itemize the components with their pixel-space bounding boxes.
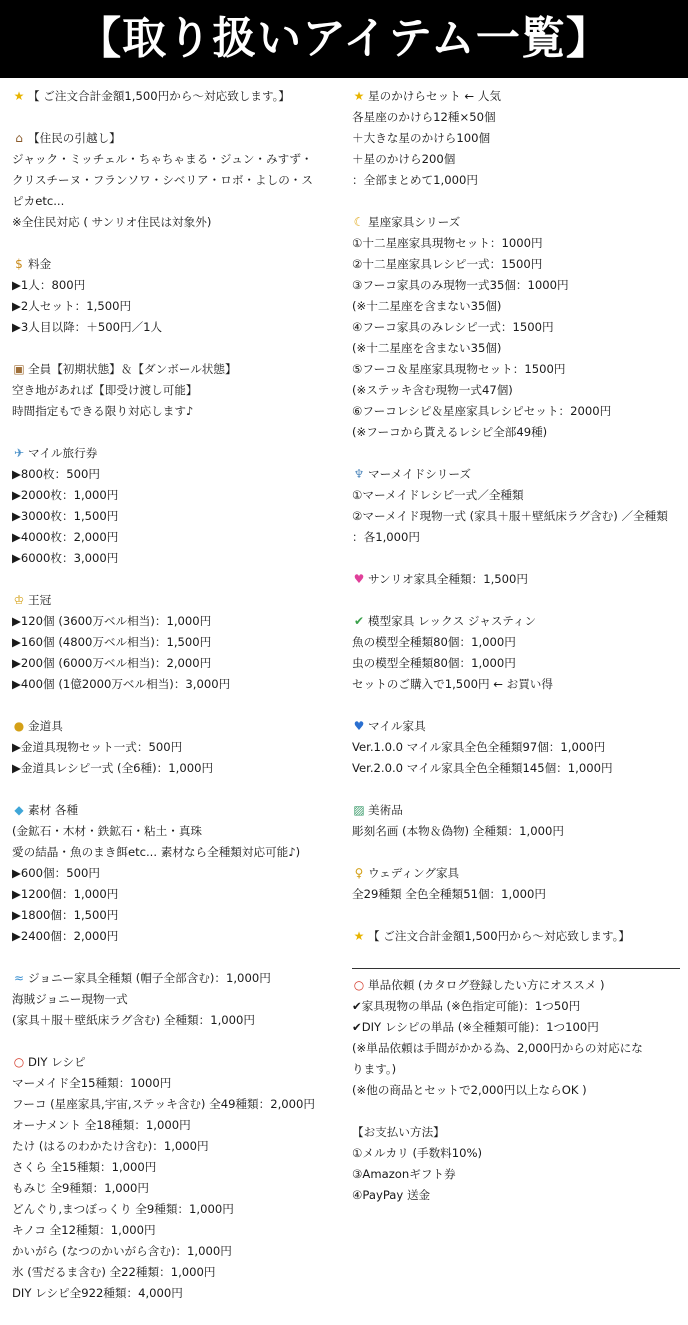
- line-text: ▶2400個：2,000円: [12, 929, 119, 943]
- line-text: ：各1,000円: [352, 530, 420, 544]
- section-heading: [12, 359, 342, 380]
- line-text: ※全住民対応 ( サンリオ住民は対象外): [12, 215, 212, 229]
- crown-icon: ♔: [13, 593, 25, 607]
- section-line: [352, 317, 680, 338]
- section-line: [12, 989, 342, 1010]
- section-line: [12, 275, 342, 296]
- line-text: (金鉱石・木材・鉄鉱石・粘土・真珠: [12, 824, 203, 838]
- section-line: [12, 905, 342, 926]
- line-text: クリスチーヌ・フランソワ・シベリア・ロボ・よしの・ス: [12, 173, 313, 187]
- section-line: [12, 611, 342, 632]
- section-line: [12, 464, 342, 485]
- section-line: [352, 674, 680, 695]
- right-column: [352, 86, 680, 1227]
- line-text: ウェディング家具: [368, 866, 460, 880]
- line-text: 金道具: [28, 719, 63, 733]
- line-text: さくら 全15種類：1,000円: [12, 1160, 157, 1174]
- airplane-icon: ✈: [13, 446, 25, 460]
- section-notice: [12, 86, 342, 107]
- section-star-fragment: [352, 86, 680, 191]
- line-text: 星座家具シリーズ: [368, 215, 461, 229]
- section-heading: [352, 86, 680, 107]
- section-line: [352, 401, 680, 422]
- line-text: 単品依頼 (カタログ登録したい方にオススメ ): [368, 978, 605, 992]
- section-single-order: [352, 968, 680, 1101]
- line-text: ①マーメイドレシピ一式／全種類: [352, 488, 524, 502]
- moon-icon: ☾: [353, 215, 365, 229]
- section-line: [352, 1185, 680, 1206]
- section-line: [12, 191, 342, 212]
- line-text: ▶160個 (4800万ベル相当)：1,500円: [12, 635, 212, 649]
- section-line: [12, 317, 342, 338]
- section-heading: [352, 975, 680, 996]
- section-wedding: [352, 863, 680, 905]
- section-line: [12, 632, 342, 653]
- section-line: [352, 275, 680, 296]
- line-text: オーナメント 全18種類：1,000円: [12, 1118, 191, 1132]
- section-line: [352, 737, 680, 758]
- line-text: ▶2人セット：1,500円: [12, 299, 132, 313]
- line-text: ▶6000枚：3,000円: [12, 551, 119, 565]
- section-line: [352, 884, 680, 905]
- line-text: キノコ 全12種類：1,000円: [12, 1223, 156, 1237]
- line-text: (※十二星座を含まない35個): [352, 341, 502, 355]
- section-line: [352, 338, 680, 359]
- section-heading: [352, 569, 680, 590]
- line-text: ④PayPay 送金: [352, 1188, 431, 1202]
- line-text: ▶800枚：500円: [12, 467, 100, 481]
- section-price: [12, 254, 342, 338]
- section-models: [352, 611, 680, 695]
- section-crown: [12, 590, 342, 695]
- section-johnny: [12, 968, 342, 1031]
- line-text: マーメイド全15種類：1000円: [12, 1076, 172, 1090]
- section-line: [12, 296, 342, 317]
- line-text: 魚の模型全種類80個：1,000円: [352, 635, 516, 649]
- line-text: ジャック・ミッチェル・ちゃちゃまる・ジュン・みすず・: [12, 152, 313, 166]
- bride-icon: ♀: [354, 866, 364, 880]
- section-line: [12, 758, 342, 779]
- section-heading: [12, 1052, 342, 1073]
- line-text: 【 ご注文合計金額1,500円から〜対応致します。】: [28, 89, 291, 103]
- line-text: (※ステッキ含む現物一式47個): [352, 383, 513, 397]
- section-condition: [12, 359, 342, 422]
- section-line: [352, 359, 680, 380]
- line-text: 素材 各種: [28, 803, 79, 817]
- line-text: サンリオ家具全種類：1,500円: [368, 572, 529, 586]
- line-text: 全員【初期状態】＆【ダンボール状態】: [28, 362, 237, 376]
- section-line: [352, 128, 680, 149]
- line-text: 各星座のかけら12種×50個: [352, 110, 496, 124]
- line-text: たけ (はるのわかたけ含む)：1,000円: [12, 1139, 209, 1153]
- section-line: [352, 758, 680, 779]
- page-title: 【取り扱いアイテム一覧】: [77, 13, 611, 64]
- line-text: フーコ (星座家具,宇宙,ステッキ含む) 全49種類：2,000円: [12, 1097, 316, 1111]
- mermaid-icon: ♆: [353, 467, 365, 481]
- circle-icon: ○: [13, 1055, 25, 1069]
- section-line: [352, 653, 680, 674]
- section-line: [12, 1136, 342, 1157]
- section-line: [12, 863, 342, 884]
- section-line: [12, 884, 342, 905]
- line-text: ＋大きな星のかけら100個: [352, 131, 491, 145]
- line-text: ▶600個：500円: [12, 866, 100, 880]
- line-text: 時間指定もできる限り対応します♪: [12, 404, 194, 418]
- line-text: 彫刻名画 (本物＆偽物) 全種類：1,000円: [352, 824, 564, 838]
- line-text: ▶120個 (3600万ベル相当)：1,000円: [12, 614, 212, 628]
- section-heading: [12, 86, 342, 107]
- section-line: [12, 1241, 342, 1262]
- line-text: Ver.1.0.0 マイル家具全色全種類97個：1,000円: [352, 740, 606, 754]
- check-icon: ✔: [353, 614, 365, 628]
- left-column: [12, 86, 342, 1325]
- section-line: [352, 380, 680, 401]
- section-line: [12, 1262, 342, 1283]
- section-line: [12, 212, 342, 233]
- section-line: [352, 296, 680, 317]
- line-text: 氷 (雪だるま含む) 全22種類：1,000円: [12, 1265, 216, 1279]
- section-line: [12, 1073, 342, 1094]
- line-text: 料金: [28, 257, 52, 271]
- section-mile-furniture: [352, 716, 680, 779]
- section-line: [12, 149, 342, 170]
- section-heading: [12, 590, 342, 611]
- section-line: [352, 254, 680, 275]
- line-text: ②マーメイド現物一式 (家具＋服＋壁紙床ラグ含む) ／全種類: [352, 509, 668, 523]
- line-text: ▶400個 (1億2000万ベル相当)：3,000円: [12, 677, 231, 691]
- line-text: もみじ 全9種類：1,000円: [12, 1181, 150, 1195]
- section-line: [352, 422, 680, 443]
- section-line: [12, 527, 342, 548]
- line-text: マーメイドシリーズ: [368, 467, 471, 481]
- line-text: (※他の商品とセットで2,000円以上ならOK ): [352, 1083, 587, 1097]
- section-line: [352, 527, 680, 548]
- gem-icon: ◆: [14, 803, 24, 817]
- line-text: 【 ご注文合計金額1,500円から〜対応致します。】: [368, 929, 631, 943]
- section-heading: [12, 716, 342, 737]
- section-line: [12, 821, 342, 842]
- line-text: ピカetc...: [12, 194, 65, 208]
- picture-icon: ▨: [353, 803, 365, 817]
- section-mile-ticket: [12, 443, 342, 569]
- section-mermaid: [352, 464, 680, 548]
- section-line: [352, 821, 680, 842]
- section-heading: [12, 443, 342, 464]
- star-icon: ★: [353, 929, 365, 943]
- section-heading: [352, 464, 680, 485]
- dolphin-icon: ≈: [13, 971, 25, 985]
- section-line: [12, 380, 342, 401]
- section-zodiac: [352, 212, 680, 443]
- section-line: [352, 1059, 680, 1080]
- line-text: ▶1人：800円: [12, 278, 86, 292]
- line-text: ③Amazonギフト券: [352, 1167, 456, 1181]
- line-text: ▶3人目以降：＋500円／1人: [12, 320, 163, 334]
- line-text: ①十二星座家具現物セット：1000円: [352, 236, 543, 250]
- line-text: 愛の結晶・魚のまき餌etc... 素材なら全種類対応可能♪): [12, 845, 301, 859]
- title-banner: [0, 0, 688, 78]
- section-line: [12, 1115, 342, 1136]
- section-line: [12, 401, 342, 422]
- line-text: ①メルカリ (手数料10%): [352, 1146, 483, 1160]
- section-line: [12, 1157, 342, 1178]
- section-line: [352, 632, 680, 653]
- section-line: [12, 842, 342, 863]
- line-text: 全29種類 全色全種類51個：1,000円: [352, 887, 546, 901]
- section-gold-tools: [12, 716, 342, 779]
- section-line: [12, 1199, 342, 1220]
- section-line: [352, 996, 680, 1017]
- section-line: [12, 548, 342, 569]
- line-text: ⑥フーコレシピ＆星座家具レシピセット：2000円: [352, 404, 612, 418]
- section-line: [12, 1094, 342, 1115]
- section-line: [12, 506, 342, 527]
- money-bag-icon: $: [15, 257, 23, 271]
- section-sanrio: [352, 569, 680, 590]
- line-text: セットのご購入で1,500円 ← お買い得: [352, 677, 553, 691]
- line-text: ▶200個 (6000万ベル相当)：2,000円: [12, 656, 212, 670]
- section-payment: [352, 1122, 680, 1206]
- line-text: (家具＋服＋壁紙床ラグ含む) 全種類：1,000円: [12, 1013, 256, 1027]
- package-icon: ▣: [13, 362, 25, 376]
- section-line: [12, 653, 342, 674]
- house-icon: ⌂: [15, 131, 23, 145]
- heart-icon: ♥: [353, 572, 365, 586]
- line-text: 虫の模型全種類80個：1,000円: [352, 656, 516, 670]
- section-line: [352, 170, 680, 191]
- section-line: [12, 170, 342, 191]
- divider: [352, 968, 680, 969]
- section-line: [352, 107, 680, 128]
- line-text: 空き地があれば【即受け渡し可能】: [12, 383, 198, 397]
- line-text: 【住民の引越し】: [28, 131, 121, 145]
- line-text: ③フーコ家具のみ現物一式35個：1000円: [352, 278, 569, 292]
- line-text: ▶金道具現物セット一式：500円: [12, 740, 183, 754]
- line-text: 模型家具 レックス ジャスティン: [368, 614, 537, 628]
- section-heading: [12, 128, 342, 149]
- section-heading: [12, 800, 342, 821]
- line-text: ▶1800個：1,500円: [12, 908, 119, 922]
- line-text: Ver.2.0.0 マイル家具全色全種類145個：1,000円: [352, 761, 613, 775]
- section-line: [12, 674, 342, 695]
- line-text: ✔家具現物の単品 (※色指定可能)：1つ50円: [352, 999, 581, 1013]
- section-line: [352, 1080, 680, 1101]
- section-line: [352, 506, 680, 527]
- section-line: [12, 485, 342, 506]
- heart-icon: ♥: [353, 719, 365, 733]
- section-materials: [12, 800, 342, 947]
- section-heading: [352, 716, 680, 737]
- line-text: ▶4000枚：2,000円: [12, 530, 119, 544]
- line-text: 星のかけらセット ← 人気: [368, 89, 502, 103]
- line-text: かいがら (なつのかいがら含む)：1,000円: [12, 1244, 232, 1258]
- line-text: ＋星のかけら200個: [352, 152, 456, 166]
- line-text: ▶2000枚：1,000円: [12, 488, 119, 502]
- line-text: ：全部まとめて1,000円: [352, 173, 478, 187]
- section-heading: [352, 800, 680, 821]
- section-line: [352, 1143, 680, 1164]
- section-line: [352, 1038, 680, 1059]
- line-text: (※十二星座を含まない35個): [352, 299, 502, 313]
- star-icon: ★: [353, 89, 365, 103]
- star-icon: ★: [13, 89, 25, 103]
- line-text: (※フーコから貰えるレシピ全部49種): [352, 425, 548, 439]
- section-line: [12, 1220, 342, 1241]
- section-line: [352, 233, 680, 254]
- line-text: DIY レシピ全922種類：4,000円: [12, 1286, 183, 1300]
- line-text: ります。): [352, 1062, 397, 1076]
- line-text: 【お支払い方法】: [352, 1125, 445, 1139]
- line-text: マイル家具: [368, 719, 426, 733]
- line-text: ②十二星座家具レシピ一式：1500円: [352, 257, 543, 271]
- section-line: [352, 1164, 680, 1185]
- line-text: ④フーコ家具のみレシピ一式：1500円: [352, 320, 554, 334]
- line-text: ▶3000枚：1,500円: [12, 509, 119, 523]
- line-text: 海賊ジョニー現物一式: [12, 992, 128, 1006]
- section-art: [352, 800, 680, 842]
- section-heading: [12, 254, 342, 275]
- section-line: [12, 1283, 342, 1304]
- line-text: 王冠: [28, 593, 52, 607]
- line-text: ⑤フーコ＆星座家具現物セット：1500円: [352, 362, 566, 376]
- line-text: ▶金道具レシピ一式 (全6種)：1,000円: [12, 761, 214, 775]
- line-text: ジョニー家具全種類 (帽子全部含む)：1,000円: [28, 971, 271, 985]
- section-heading: [352, 863, 680, 884]
- section-line: [12, 1178, 342, 1199]
- section-line: [352, 1017, 680, 1038]
- section-line: [12, 1010, 342, 1031]
- section-notice2: [352, 926, 680, 947]
- line-text: DIY レシピ: [28, 1055, 86, 1069]
- section-line: [352, 149, 680, 170]
- line-text: (※単品依頼は手間がかかる為、2,000円からの対応にな: [352, 1041, 643, 1055]
- section-line: [12, 926, 342, 947]
- section-line: [12, 737, 342, 758]
- line-text: ▶1200個：1,000円: [12, 887, 119, 901]
- section-heading: [12, 968, 342, 989]
- section-heading: [352, 926, 680, 947]
- section-heading: [352, 212, 680, 233]
- line-text: どんぐり,まつぼっくり 全9種類：1,000円: [12, 1202, 234, 1216]
- circle-icon: ○: [353, 978, 365, 992]
- section-villager-move: [12, 128, 342, 233]
- section-heading: [352, 1122, 680, 1143]
- line-text: ✔DIY レシピの単品 (※全種類可能)：1つ100円: [352, 1020, 599, 1034]
- line-text: 美術品: [368, 803, 403, 817]
- section-heading: [352, 611, 680, 632]
- section-line: [352, 485, 680, 506]
- section-diy: [12, 1052, 342, 1304]
- gold-icon: ●: [13, 719, 25, 733]
- line-text: マイル旅行券: [28, 446, 98, 460]
